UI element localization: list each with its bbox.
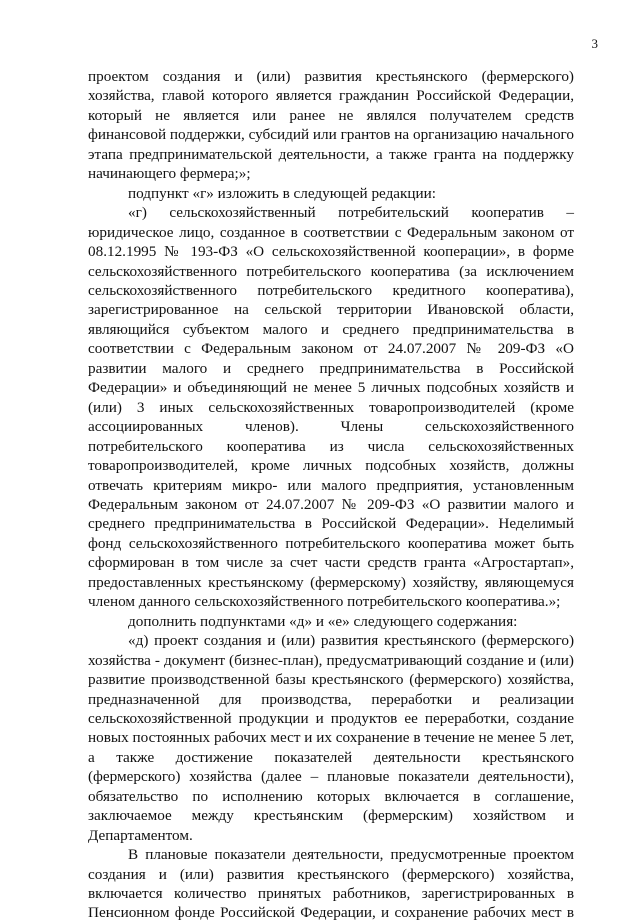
paragraph-subpoint-g-instruction: подпункт «г» изложить в следующей редакции: — [128, 184, 437, 202]
paragraph-continuation: проектом создания и (или) развития крестьянского (фермерского) хозяйства, главой которого является гражданин Российской Федерации, который не является или ранее не являлся получателем средств финансовой поддержки, субсидий или грантов на организацию начального этапа предпринимательской деятельности, а также гранта на поддержку начинающего фермера;»; — [88, 68, 574, 183]
paragraph-subpoints-d-e-instruction: дополнить подпунктами «д» и «е» следующего содержания: — [128, 612, 518, 630]
page-number: 3 — [591, 36, 598, 51]
paragraph-subpoint-d-text: «д) проект создания и (или) развития крестьянского (фермерского) хозяйства - документ (бизнес-план), предусматривающий создание и (или) развитие производственной базы крестьянского (фермерского) хозяйства, предназначенной для производства, переработки и реализации сельскохозяйственной продукции и продуктов ее переработки, создание новых постоянных рабочих мест и их сохранение в течение не менее 5 лет, а также достижение показателей деятельности крестьянского (фермерского) хозяйства (далее – плановые показатели деятельности), обязательство по исполнению которых включается в соглашение, заключаемое между крестьянским (фермерским) хозяйством и Департаментом. — [88, 632, 574, 844]
paragraph-planned-indicators: В плановые показатели деятельности, предусмотренные проектом создания и (или) развития крестьянского (фермерского) хозяйства, включается количество принятых работников, зарегистрированных в Пенсионном фонде Российской Федерации, и сохранение рабочих мест в — [88, 846, 574, 922]
document-body — [88, 67, 574, 923]
paragraph-subpoint-g-text: «г) сельскохозяйственный потребительский кооператив – юридическое лицо, созданное в соответствии с Федеральным законом от 08.12.1995 № 193-ФЗ «О сельскохозяйственной кооперации», в форме сельскохозяйственного потребительского кооператива (за исключением сельскохозяйственного потребительского кредитного кооператива), зарегистрированное на сельской территории Ивановской области, являющийся субъектом малого и среднего предпринимательства в соответствии с Федеральным законом от 24.07.2007 № 209-ФЗ «О развитии малого и среднего предпринимательства в Российской Федерации» и объединяющий не менее 5 личных подсобных хозяйств и (или) 3 иных сельскохозяйственных товаропроизводителей (кроме ассоциированных членов). Члены сельскохозяйственного потребительского кооператива из числа сельскохозяйственных товаропроизводителей, кроме личных подсобных хозяйств, должны отвечать критериям микро- или малого предприятия, установленным Федеральным законом от 24.07.2007 № 209-ФЗ «О развитии малого и среднего предпринимательства в Российской Федерации». Неделимый фонд сельскохозяйственного потребительского кооператива может быть сформирован в том числе за счет части средств гранта «Агростартап», предоставленных крестьянскому (фермерскому) хозяйству, являющемуся членом данного сельскохозяйственного потребительского кооператива.»; — [88, 204, 574, 611]
